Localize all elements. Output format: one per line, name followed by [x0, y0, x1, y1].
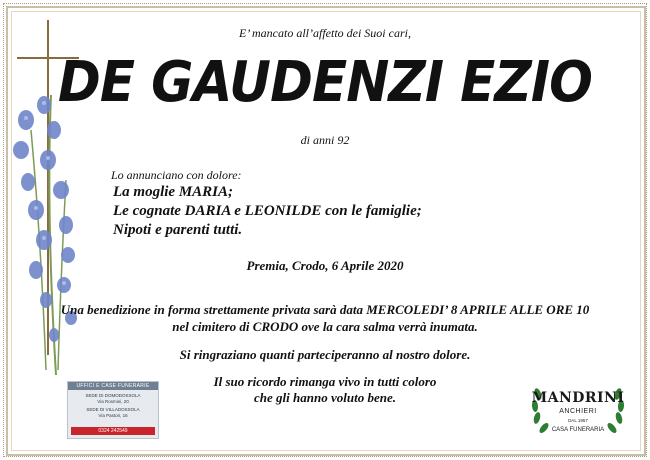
logo-sub: DAL 1957: [568, 418, 588, 423]
logo-brand: MANDRINI: [531, 390, 625, 406]
ad-header: UFFICI E CASE FUNERARIE: [68, 382, 158, 390]
logo-sub: ANCHIERI: [559, 408, 597, 415]
announce-text: Lo annunciano con dolore:: [111, 168, 242, 182]
blessing-line-1: Una benedizione in forma strettamente privata sarà data MERCOLEDI’ 8 APRILE ALLE ORE 10: [60, 302, 590, 317]
ad-line: SEDE DI DOMODOSSOLA: [85, 393, 141, 398]
mandrini-logo: [528, 374, 628, 440]
age-text: di anni 92: [300, 133, 350, 147]
logo-sub: CASA FUNERARIA: [551, 427, 605, 433]
ad-line: Via Rosmini, 20: [97, 399, 129, 404]
ad-line: Via Pastori, 16: [98, 413, 128, 418]
mourner-line: La moglie MARIA;: [113, 184, 234, 200]
mourner-line: Le cognate DARIA e LEONILDE con le famiglie;: [113, 203, 422, 219]
place-date: Premia, Crodo, 6 Aprile 2020: [246, 258, 404, 273]
funeral-home-ad: [67, 381, 159, 439]
memory-line-1: Il suo ricordo rimanga vivo in tutti coloro: [213, 374, 437, 389]
memory-line-2: che gli hanno voluto bene.: [254, 390, 396, 405]
deceased-name: DE GAUDENZI EZIO: [58, 50, 592, 115]
thanks-text: Si ringraziano quanti parteciperanno al nostro dolore.: [179, 347, 471, 362]
mourner-line: Nipoti e parenti tutti.: [113, 222, 243, 238]
intro-text: E’ mancato all’affetto dei Suoi cari,: [239, 26, 411, 40]
ad-line: SEDE DI VILLADOSSOLA: [86, 407, 140, 412]
blessing-line-2: nel cimitero di CRODO ove la cara salma verrà inumata.: [172, 319, 478, 334]
ad-phone: 0324 242549: [71, 427, 155, 435]
